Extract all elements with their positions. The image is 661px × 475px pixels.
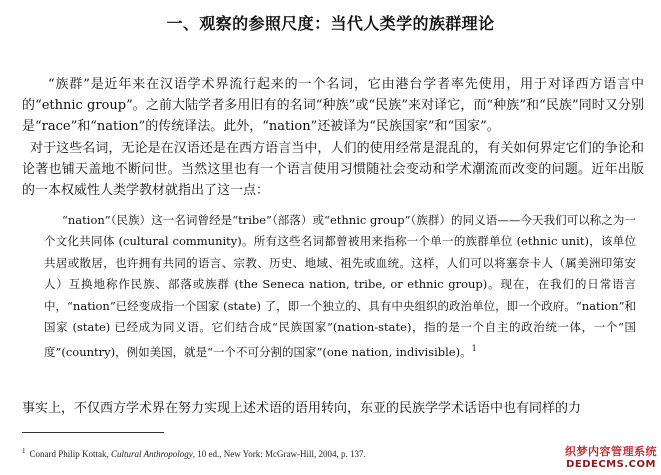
footnote-publication: , 10 ed., New York: McGraw-Hill, 2004, p. 137.: [192, 449, 366, 459]
watermark-cn-text: 织梦内容管理系统: [565, 445, 657, 458]
paragraph-3: 事实上，不仅西方学术界在努力实现上述术语的语用转向，东亚的民族学学术话语中也有同样的力: [22, 401, 582, 416]
paragraph-1: “族群”是近年来在汉语学术界流行起来的一个名词，它由港台学者率先使用，用于对译西方语言中的“ethnic group”。之前大陆学者多用旧有的名词“种族”或“民族”来对译它，而“种族”和“民族”同时又分别是“race”和“nation”的传统译法。此外，“nation”还被译为“民族国家”和“国家”。: [22, 77, 644, 134]
footnote-mark: 1: [22, 447, 26, 455]
paragraph-2: 对于这些名词，无论是在汉语还是在西方语言当中，人们的使用经常是混乱的，有关如何界定它们的争论和论著也铺天盖地不断问世。当然这里也有一个语言使用习惯随社会变动和学术潮流而改变的问题。近年出版的一本权威性人类学教材就指出了这一点：: [22, 141, 644, 198]
watermark-en-text: DEDECMS.COM: [566, 459, 656, 470]
block-quote: [44, 210, 636, 364]
footnote-divider: [22, 432, 164, 433]
footnote-reference[interactable]: 1: [471, 344, 477, 354]
footnote-book-title: Cultural Anthropology: [111, 449, 193, 459]
site-watermark: [565, 443, 657, 470]
footnote: [22, 447, 542, 459]
block-quote-text: “nation”（民族）这一名词曾经是“tribe”（部落）或“ethnic group”（族群）的同义语——今天我们可以称之为一个文化共同体 (cultural community)。所有这些名词都曾被用来指称一个单一的族群单位 (ethnic unit)，该单位共居或散居，也许拥有共同的语言、宗教、历史、地域、祖先或血统。这样，人们可以将塞奈卡人（属美洲印第安人）互换地称作民族、部落或族群 (the Seneca nation, tribe, or ethnic group)。现在，在我们的日常语言中，“nation”已经变成指一个国家 (state) 了，即一个独立的、具有中央组织的政治单位，即一个政府。“nation”和国家 (state) 已经成为同义语。它们结合成“民族国家”(nation-state)，指的是一个自主的政治统一体，一个“国度”(country)，例如美国，就是“一个不可分割的国家”(one nation, indivisible)。: [44, 213, 636, 360]
section-heading: 一、观察的参照尺度：当代人类学的族群理论: [166, 14, 495, 33]
footnote-author: Conard Philip Kottak,: [29, 449, 111, 459]
